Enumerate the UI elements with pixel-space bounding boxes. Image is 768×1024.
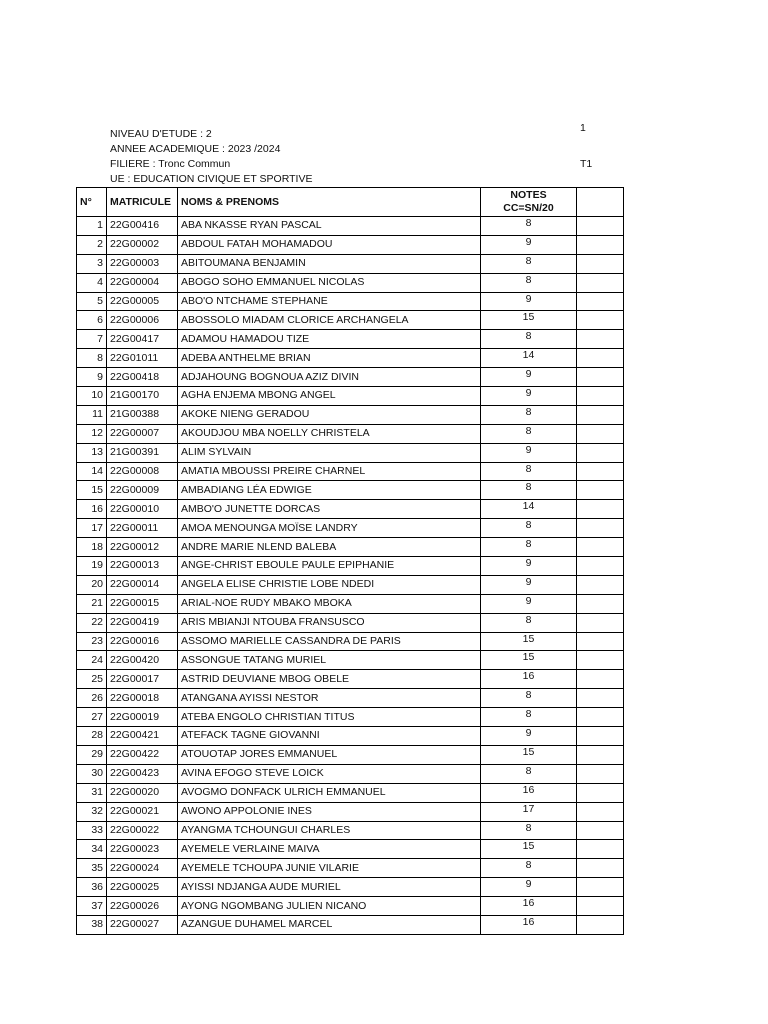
row-number: 15 <box>77 481 107 500</box>
table-row <box>77 594 624 613</box>
row-note: 8 <box>481 859 577 878</box>
row-matricule: 22G00421 <box>107 727 178 746</box>
row-number: 8 <box>77 349 107 368</box>
table-row <box>77 462 624 481</box>
row-note: 14 <box>481 349 577 368</box>
row-empty <box>577 217 624 236</box>
row-matricule: 22G00422 <box>107 745 178 764</box>
row-empty <box>577 557 624 576</box>
row-name: ABOGO SOHO EMMANUEL NICOLAS <box>178 273 481 292</box>
row-number: 16 <box>77 500 107 519</box>
table-row <box>77 538 624 557</box>
row-note: 17 <box>481 802 577 821</box>
row-matricule: 22G00021 <box>107 802 178 821</box>
row-empty <box>577 519 624 538</box>
table-row <box>77 575 624 594</box>
row-number: 10 <box>77 387 107 406</box>
row-number: 37 <box>77 897 107 916</box>
row-matricule: 22G00023 <box>107 840 178 859</box>
row-name: AZANGUE DUHAMEL MARCEL <box>178 915 481 934</box>
row-empty <box>577 840 624 859</box>
table-row <box>77 897 624 916</box>
row-matricule: 22G00010 <box>107 500 178 519</box>
row-name: ASSONGUE TATANG MURIEL <box>178 651 481 670</box>
row-name: ASSOMO MARIELLE CASSANDRA DE PARIS <box>178 632 481 651</box>
col-header-empty <box>577 188 624 217</box>
row-number: 4 <box>77 273 107 292</box>
row-number: 36 <box>77 878 107 897</box>
row-note: 15 <box>481 632 577 651</box>
table-row <box>77 613 624 632</box>
row-number: 38 <box>77 915 107 934</box>
row-note: 9 <box>481 878 577 897</box>
row-note: 15 <box>481 745 577 764</box>
row-matricule: 22G00012 <box>107 538 178 557</box>
row-empty <box>577 273 624 292</box>
table-row <box>77 745 624 764</box>
row-name: AVINA EFOGO STEVE LOICK <box>178 764 481 783</box>
row-note: 9 <box>481 368 577 387</box>
row-number: 24 <box>77 651 107 670</box>
col-header-number: N° <box>77 188 107 217</box>
row-matricule: 22G00004 <box>107 273 178 292</box>
row-empty <box>577 689 624 708</box>
row-matricule: 22G01011 <box>107 349 178 368</box>
table-row <box>77 557 624 576</box>
row-matricule: 22G00026 <box>107 897 178 916</box>
row-name: AMATIA MBOUSSI PREIRE CHARNEL <box>178 462 481 481</box>
row-empty <box>577 538 624 557</box>
row-matricule: 22G00019 <box>107 708 178 727</box>
row-number: 9 <box>77 368 107 387</box>
row-matricule: 22G00009 <box>107 481 178 500</box>
col-header-matricule: MATRICULE <box>107 188 178 217</box>
row-number: 21 <box>77 594 107 613</box>
row-note: 8 <box>481 273 577 292</box>
row-number: 18 <box>77 538 107 557</box>
row-note: 8 <box>481 764 577 783</box>
row-empty <box>577 727 624 746</box>
row-name: AYONG NGOMBANG JULIEN NICANO <box>178 897 481 916</box>
row-name: ALIM SYLVAIN <box>178 443 481 462</box>
row-empty <box>577 915 624 934</box>
row-matricule: 22G00416 <box>107 217 178 236</box>
table-row <box>77 235 624 254</box>
row-matricule: 22G00423 <box>107 764 178 783</box>
row-matricule: 22G00017 <box>107 670 178 689</box>
row-name: ABO'O NTCHAME STEPHANE <box>178 292 481 311</box>
row-number: 17 <box>77 519 107 538</box>
row-name: AYANGMA TCHOUNGUI CHARLES <box>178 821 481 840</box>
row-empty <box>577 349 624 368</box>
row-empty <box>577 575 624 594</box>
row-matricule: 22G00002 <box>107 235 178 254</box>
row-note: 9 <box>481 594 577 613</box>
col-header-names: NOMS & PRENOMS <box>178 188 481 217</box>
row-number: 29 <box>77 745 107 764</box>
row-matricule: 22G00003 <box>107 254 178 273</box>
row-name: ARIAL-NOE RUDY MBAKO MBOKA <box>178 594 481 613</box>
row-empty <box>577 708 624 727</box>
table-row <box>77 840 624 859</box>
row-empty <box>577 443 624 462</box>
row-number: 13 <box>77 443 107 462</box>
row-note: 9 <box>481 292 577 311</box>
table-row <box>77 802 624 821</box>
header-annee: ANNEE ACADEMIQUE : 2023 /2024 <box>110 143 281 155</box>
row-matricule: 22G00018 <box>107 689 178 708</box>
row-empty <box>577 368 624 387</box>
table-row <box>77 443 624 462</box>
header-filiere: FILIERE : Tronc Commun <box>110 158 231 170</box>
table-row <box>77 689 624 708</box>
row-note: 8 <box>481 519 577 538</box>
row-number: 19 <box>77 557 107 576</box>
col-header-notes-line1: NOTES <box>510 189 547 201</box>
row-note: 9 <box>481 235 577 254</box>
row-name: AWONO APPOLONIE INES <box>178 802 481 821</box>
row-name: AMBO'O JUNETTE DORCAS <box>178 500 481 519</box>
row-number: 6 <box>77 311 107 330</box>
row-note: 8 <box>481 821 577 840</box>
row-note: 9 <box>481 727 577 746</box>
table-row <box>77 273 624 292</box>
row-empty <box>577 651 624 670</box>
row-matricule: 22G00013 <box>107 557 178 576</box>
row-name: ANDRE MARIE NLEND BALEBA <box>178 538 481 557</box>
row-name: AYISSI NDJANGA AUDE MURIEL <box>178 878 481 897</box>
row-note: 15 <box>481 311 577 330</box>
row-name: ARIS MBIANJI NTOUBA FRANSUSCO <box>178 613 481 632</box>
row-note: 9 <box>481 575 577 594</box>
row-matricule: 22G00417 <box>107 330 178 349</box>
row-matricule: 22G00005 <box>107 292 178 311</box>
row-note: 16 <box>481 783 577 802</box>
row-name: AVOGMO DONFACK ULRICH EMMANUEL <box>178 783 481 802</box>
row-number: 12 <box>77 424 107 443</box>
row-number: 26 <box>77 689 107 708</box>
row-name: ATOUOTAP JORES EMMANUEL <box>178 745 481 764</box>
table-row <box>77 311 624 330</box>
table-row <box>77 292 624 311</box>
row-empty <box>577 745 624 764</box>
row-empty <box>577 594 624 613</box>
row-name: ABOSSOLO MIADAM CLORICE ARCHANGELA <box>178 311 481 330</box>
row-name: AMOA MENOUNGA MOÏSE LANDRY <box>178 519 481 538</box>
row-matricule: 22G00027 <box>107 915 178 934</box>
row-empty <box>577 783 624 802</box>
row-number: 1 <box>77 217 107 236</box>
table-header-row <box>77 188 624 217</box>
row-number: 28 <box>77 727 107 746</box>
row-name: ASTRID DEUVIANE MBOG OBELE <box>178 670 481 689</box>
row-empty <box>577 311 624 330</box>
header-ue: UE : EDUCATION CIVIQUE ET SPORTIVE <box>110 173 313 185</box>
row-note: 8 <box>481 538 577 557</box>
row-matricule: 22G00024 <box>107 859 178 878</box>
row-number: 20 <box>77 575 107 594</box>
row-name: ATEBA ENGOLO CHRISTIAN TITUS <box>178 708 481 727</box>
row-number: 25 <box>77 670 107 689</box>
row-name: ADAMOU HAMADOU TIZE <box>178 330 481 349</box>
table-row <box>77 368 624 387</box>
table-row <box>77 727 624 746</box>
table-row <box>77 632 624 651</box>
row-empty <box>577 878 624 897</box>
row-number: 7 <box>77 330 107 349</box>
row-note: 8 <box>481 217 577 236</box>
row-empty <box>577 235 624 254</box>
table-row <box>77 349 624 368</box>
row-matricule: 21G00170 <box>107 387 178 406</box>
row-name: ADEBA ANTHELME BRIAN <box>178 349 481 368</box>
row-name: ANGELA ELISE CHRISTIE LOBE NDEDI <box>178 575 481 594</box>
row-note: 8 <box>481 689 577 708</box>
row-matricule: 22G00015 <box>107 594 178 613</box>
table-row <box>77 481 624 500</box>
row-empty <box>577 632 624 651</box>
row-matricule: 22G00016 <box>107 632 178 651</box>
table-row <box>77 915 624 934</box>
row-matricule: 22G00006 <box>107 311 178 330</box>
row-empty <box>577 481 624 500</box>
page-number: 1 <box>580 122 586 134</box>
grades-table <box>76 187 624 935</box>
row-number: 23 <box>77 632 107 651</box>
row-number: 35 <box>77 859 107 878</box>
row-note: 16 <box>481 897 577 916</box>
row-name: AKOKE NIENG GERADOU <box>178 405 481 424</box>
row-empty <box>577 387 624 406</box>
row-note: 8 <box>481 330 577 349</box>
table-row <box>77 670 624 689</box>
table-row <box>77 783 624 802</box>
row-empty <box>577 254 624 273</box>
row-name: AGHA ENJEMA MBONG ANGEL <box>178 387 481 406</box>
row-name: ANGE-CHRIST EBOULE PAULE EPIPHANIE <box>178 557 481 576</box>
row-name: AYEMELE VERLAINE MAIVA <box>178 840 481 859</box>
row-matricule: 22G00419 <box>107 613 178 632</box>
row-name: ADJAHOUNG BOGNOUA AZIZ DIVIN <box>178 368 481 387</box>
col-header-notes-line2: CC=SN/20 <box>503 202 554 214</box>
row-matricule: 22G00418 <box>107 368 178 387</box>
row-note: 8 <box>481 481 577 500</box>
row-matricule: 21G00388 <box>107 405 178 424</box>
table-row <box>77 330 624 349</box>
table-row <box>77 405 624 424</box>
row-number: 22 <box>77 613 107 632</box>
row-number: 5 <box>77 292 107 311</box>
row-matricule: 22G00014 <box>107 575 178 594</box>
row-empty <box>577 821 624 840</box>
table-row <box>77 651 624 670</box>
header-niveau: NIVEAU D'ETUDE : 2 <box>110 128 212 140</box>
row-name: ABDOUL FATAH MOHAMADOU <box>178 235 481 254</box>
row-note: 8 <box>481 405 577 424</box>
row-number: 3 <box>77 254 107 273</box>
row-note: 15 <box>481 651 577 670</box>
table-row <box>77 821 624 840</box>
table-row <box>77 217 624 236</box>
row-name: AKOUDJOU MBA NOELLY CHRISTELA <box>178 424 481 443</box>
row-name: ATANGANA AYISSI NESTOR <box>178 689 481 708</box>
row-note: 9 <box>481 557 577 576</box>
row-note: 9 <box>481 443 577 462</box>
row-number: 11 <box>77 405 107 424</box>
row-empty <box>577 670 624 689</box>
table-row <box>77 254 624 273</box>
row-empty <box>577 859 624 878</box>
row-empty <box>577 500 624 519</box>
row-empty <box>577 802 624 821</box>
row-number: 31 <box>77 783 107 802</box>
row-note: 8 <box>481 254 577 273</box>
col-header-notes <box>481 188 577 217</box>
row-note: 14 <box>481 500 577 519</box>
row-note: 8 <box>481 613 577 632</box>
row-number: 34 <box>77 840 107 859</box>
row-name: ATEFACK TAGNE GIOVANNI <box>178 727 481 746</box>
row-number: 32 <box>77 802 107 821</box>
row-number: 27 <box>77 708 107 727</box>
table-row <box>77 764 624 783</box>
row-empty <box>577 292 624 311</box>
table-row <box>77 500 624 519</box>
row-matricule: 22G00420 <box>107 651 178 670</box>
row-empty <box>577 462 624 481</box>
row-empty <box>577 330 624 349</box>
row-name: AYEMELE TCHOUPA JUNIE VILARIE <box>178 859 481 878</box>
row-empty <box>577 405 624 424</box>
row-note: 8 <box>481 424 577 443</box>
row-matricule: 22G00007 <box>107 424 178 443</box>
row-name: AMBADIANG LÉA EDWIGE <box>178 481 481 500</box>
row-number: 30 <box>77 764 107 783</box>
row-note: 8 <box>481 708 577 727</box>
row-empty <box>577 424 624 443</box>
row-number: 14 <box>77 462 107 481</box>
row-note: 15 <box>481 840 577 859</box>
row-note: 16 <box>481 915 577 934</box>
table-row <box>77 859 624 878</box>
table-row <box>77 519 624 538</box>
row-empty <box>577 613 624 632</box>
row-matricule: 22G00008 <box>107 462 178 481</box>
row-matricule: 22G00022 <box>107 821 178 840</box>
row-matricule: 22G00020 <box>107 783 178 802</box>
table-row <box>77 424 624 443</box>
table-row <box>77 387 624 406</box>
row-matricule: 22G00011 <box>107 519 178 538</box>
row-note: 16 <box>481 670 577 689</box>
table-row <box>77 878 624 897</box>
row-matricule: 21G00391 <box>107 443 178 462</box>
row-note: 8 <box>481 462 577 481</box>
row-note: 9 <box>481 387 577 406</box>
row-number: 33 <box>77 821 107 840</box>
row-empty <box>577 764 624 783</box>
row-number: 2 <box>77 235 107 254</box>
row-empty <box>577 897 624 916</box>
row-name: ABA NKASSE RYAN PASCAL <box>178 217 481 236</box>
term-label: T1 <box>580 158 593 170</box>
row-name: ABITOUMANA BENJAMIN <box>178 254 481 273</box>
row-matricule: 22G00025 <box>107 878 178 897</box>
table-row <box>77 708 624 727</box>
